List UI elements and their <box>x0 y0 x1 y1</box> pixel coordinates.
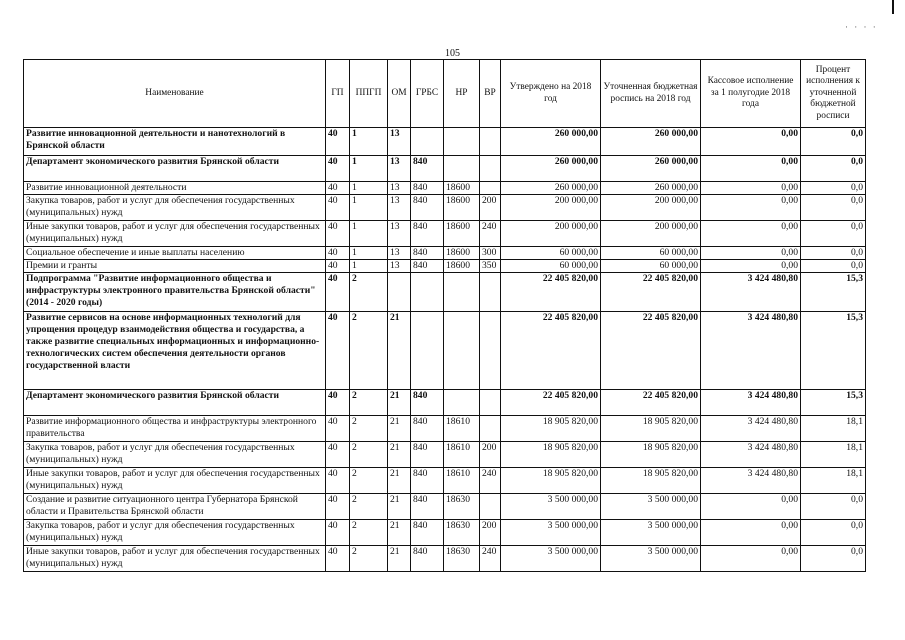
cell-percent: 0,0 <box>801 247 866 260</box>
cell-percent: 18,1 <box>801 468 866 494</box>
cell-gp: 40 <box>326 182 350 195</box>
cell-cash: 0,00 <box>701 195 801 221</box>
cell-percent: 0,0 <box>801 195 866 221</box>
table-row <box>24 195 866 221</box>
cell-np: 18630 <box>444 494 480 520</box>
cell-refined: 18 905 820,00 <box>601 442 701 468</box>
table-row <box>24 468 866 494</box>
cell-grbs: 840 <box>411 221 444 247</box>
scan-edge-mark <box>892 0 894 14</box>
table-row <box>24 273 866 312</box>
cell-ppgp: 2 <box>350 390 388 416</box>
cell-gp: 40 <box>326 260 350 273</box>
cell-refined: 3 500 000,00 <box>601 546 701 572</box>
cell-percent: 0,0 <box>801 494 866 520</box>
header-grbs: ГРБС <box>411 60 444 128</box>
cell-ppgp: 2 <box>350 273 388 312</box>
cell-ppgp: 1 <box>350 247 388 260</box>
cell-vr: 240 <box>480 468 501 494</box>
cell-grbs <box>411 312 444 390</box>
cell-np <box>444 273 480 312</box>
table-row <box>24 546 866 572</box>
cell-grbs: 840 <box>411 195 444 221</box>
cell-om <box>388 273 411 312</box>
cell-approved: 3 500 000,00 <box>501 546 601 572</box>
scan-dots: · · · · <box>845 22 878 32</box>
cell-grbs: 840 <box>411 260 444 273</box>
header-gp: ГП <box>326 60 350 128</box>
cell-cash: 3 424 480,80 <box>701 390 801 416</box>
table-row <box>24 520 866 546</box>
cell-om: 21 <box>388 390 411 416</box>
cell-ppgp: 2 <box>350 520 388 546</box>
cell-np: 18600 <box>444 260 480 273</box>
cell-ppgp: 1 <box>350 195 388 221</box>
cell-grbs: 840 <box>411 390 444 416</box>
cell-percent: 18,1 <box>801 416 866 442</box>
cell-cash: 3 424 480,80 <box>701 273 801 312</box>
cell-np: 18600 <box>444 182 480 195</box>
cell-percent: 15,3 <box>801 312 866 390</box>
cell-name: Развитие инновационной деятельности <box>24 182 326 195</box>
cell-ppgp: 2 <box>350 494 388 520</box>
cell-vr <box>480 273 501 312</box>
cell-percent: 0,0 <box>801 128 866 156</box>
cell-gp: 40 <box>326 156 350 182</box>
cell-name: Подпрограмма "Развитие информационного общества и инфраструктуры электронного правительства Брянской области" (2014 - 2020 годы) <box>24 273 326 312</box>
cell-vr <box>480 390 501 416</box>
cell-name: Закупка товаров, работ и услуг для обеспечения государственных (муниципальных) нужд <box>24 195 326 221</box>
cell-ppgp: 2 <box>350 416 388 442</box>
header-refined: Уточненная бюджетная роспись на 2018 год <box>601 60 701 128</box>
header-om: ОМ <box>388 60 411 128</box>
cell-refined: 3 500 000,00 <box>601 520 701 546</box>
cell-name: Закупка товаров, работ и услуг для обеспечения государственных (муниципальных) нужд <box>24 520 326 546</box>
cell-om: 13 <box>388 156 411 182</box>
cell-vr: 200 <box>480 195 501 221</box>
cell-approved: 18 905 820,00 <box>501 416 601 442</box>
cell-gp: 40 <box>326 520 350 546</box>
table-row <box>24 221 866 247</box>
cell-np: 18630 <box>444 520 480 546</box>
cell-approved: 3 500 000,00 <box>501 494 601 520</box>
cell-approved: 260 000,00 <box>501 128 601 156</box>
cell-name: Социальное обеспечение и иные выплаты населению <box>24 247 326 260</box>
cell-gp: 40 <box>326 546 350 572</box>
cell-grbs: 840 <box>411 416 444 442</box>
cell-ppgp: 2 <box>350 312 388 390</box>
cell-refined: 60 000,00 <box>601 260 701 273</box>
cell-refined: 200 000,00 <box>601 221 701 247</box>
cell-cash: 3 424 480,80 <box>701 312 801 390</box>
cell-approved: 18 905 820,00 <box>501 442 601 468</box>
cell-om: 21 <box>388 494 411 520</box>
cell-approved: 200 000,00 <box>501 195 601 221</box>
cell-name: Иные закупки товаров, работ и услуг для обеспечения государственных (муниципальных) нужд <box>24 221 326 247</box>
cell-np <box>444 312 480 390</box>
cell-cash: 0,00 <box>701 182 801 195</box>
cell-name: Департамент экономического развития Брянской области <box>24 390 326 416</box>
cell-grbs: 840 <box>411 182 444 195</box>
table-row <box>24 494 866 520</box>
cell-grbs: 840 <box>411 468 444 494</box>
header-approved: Утверждено на 2018 год <box>501 60 601 128</box>
cell-vr: 300 <box>480 247 501 260</box>
cell-om: 13 <box>388 247 411 260</box>
cell-np: 18600 <box>444 195 480 221</box>
cell-refined: 18 905 820,00 <box>601 416 701 442</box>
cell-grbs: 840 <box>411 247 444 260</box>
budget-table <box>23 59 866 572</box>
cell-approved: 22 405 820,00 <box>501 390 601 416</box>
cell-percent: 15,3 <box>801 390 866 416</box>
cell-np: 18610 <box>444 442 480 468</box>
cell-approved: 22 405 820,00 <box>501 273 601 312</box>
cell-gp: 40 <box>326 494 350 520</box>
header-vr: ВР <box>480 60 501 128</box>
cell-name: Закупка товаров, работ и услуг для обеспечения государственных (муниципальных) нужд <box>24 442 326 468</box>
cell-refined: 3 500 000,00 <box>601 494 701 520</box>
cell-vr <box>480 182 501 195</box>
cell-cash: 0,00 <box>701 156 801 182</box>
table-row <box>24 390 866 416</box>
cell-vr: 200 <box>480 520 501 546</box>
cell-om: 21 <box>388 546 411 572</box>
cell-om: 21 <box>388 312 411 390</box>
cell-refined: 260 000,00 <box>601 156 701 182</box>
cell-ppgp: 1 <box>350 128 388 156</box>
cell-percent: 0,0 <box>801 221 866 247</box>
cell-name: Иные закупки товаров, работ и услуг для обеспечения государственных (муниципальных) нужд <box>24 546 326 572</box>
cell-cash: 3 424 480,80 <box>701 442 801 468</box>
cell-refined: 260 000,00 <box>601 128 701 156</box>
cell-name: Развитие информационного общества и инфраструктуры электронного правительства <box>24 416 326 442</box>
table-header-row <box>24 60 866 128</box>
cell-ppgp: 2 <box>350 468 388 494</box>
table-row <box>24 260 866 273</box>
cell-vr <box>480 312 501 390</box>
cell-vr: 200 <box>480 442 501 468</box>
cell-name: Развитие сервисов на основе информационных технологий для упрощения процедур взаимодействия общества и государства, а также развитие специальных информационных и информационно-технологических систем обеспечения деятельности органов государственной власти <box>24 312 326 390</box>
cell-om: 21 <box>388 442 411 468</box>
cell-percent: 18,1 <box>801 442 866 468</box>
cell-grbs <box>411 273 444 312</box>
cell-gp: 40 <box>326 390 350 416</box>
cell-om: 21 <box>388 468 411 494</box>
cell-refined: 18 905 820,00 <box>601 468 701 494</box>
cell-np: 18630 <box>444 546 480 572</box>
cell-om: 13 <box>388 128 411 156</box>
cell-gp: 40 <box>326 221 350 247</box>
header-cash: Кассовое исполнение за 1 полугодие 2018 года <box>701 60 801 128</box>
cell-ppgp: 1 <box>350 182 388 195</box>
cell-approved: 22 405 820,00 <box>501 312 601 390</box>
cell-ppgp: 2 <box>350 546 388 572</box>
cell-grbs: 840 <box>411 520 444 546</box>
cell-cash: 0,00 <box>701 128 801 156</box>
cell-vr <box>480 128 501 156</box>
cell-cash: 0,00 <box>701 494 801 520</box>
cell-gp: 40 <box>326 416 350 442</box>
cell-approved: 18 905 820,00 <box>501 468 601 494</box>
cell-vr: 240 <box>480 221 501 247</box>
header-np: НР <box>444 60 480 128</box>
page-number: 105 <box>445 48 460 59</box>
cell-ppgp: 2 <box>350 442 388 468</box>
cell-percent: 0,0 <box>801 546 866 572</box>
cell-cash: 0,00 <box>701 247 801 260</box>
cell-name: Иные закупки товаров, работ и услуг для обеспечения государственных (муниципальных) нужд <box>24 468 326 494</box>
table-row <box>24 128 866 156</box>
cell-cash: 0,00 <box>701 520 801 546</box>
table-row <box>24 156 866 182</box>
cell-percent: 15,3 <box>801 273 866 312</box>
cell-name: Департамент экономического развития Брянской области <box>24 156 326 182</box>
cell-om: 13 <box>388 260 411 273</box>
header-percent: Процент исполнения к уточненной бюджетной росписи <box>801 60 866 128</box>
cell-gp: 40 <box>326 468 350 494</box>
cell-cash: 0,00 <box>701 221 801 247</box>
cell-grbs: 840 <box>411 156 444 182</box>
cell-refined: 60 000,00 <box>601 247 701 260</box>
cell-np <box>444 390 480 416</box>
cell-name: Создание и развитие ситуационного центра Губернатора Брянской области и Правительства Брянской области <box>24 494 326 520</box>
cell-grbs: 840 <box>411 442 444 468</box>
cell-vr <box>480 494 501 520</box>
cell-refined: 22 405 820,00 <box>601 390 701 416</box>
cell-percent: 0,0 <box>801 260 866 273</box>
cell-gp: 40 <box>326 273 350 312</box>
cell-ppgp: 1 <box>350 156 388 182</box>
cell-np <box>444 128 480 156</box>
cell-refined: 22 405 820,00 <box>601 273 701 312</box>
cell-om: 21 <box>388 520 411 546</box>
cell-approved: 260 000,00 <box>501 182 601 195</box>
cell-om: 13 <box>388 195 411 221</box>
cell-grbs <box>411 128 444 156</box>
header-ppgp: ППГП <box>350 60 388 128</box>
table-row <box>24 182 866 195</box>
cell-gp: 40 <box>326 195 350 221</box>
cell-np <box>444 156 480 182</box>
cell-cash: 0,00 <box>701 546 801 572</box>
cell-vr <box>480 156 501 182</box>
cell-np: 18600 <box>444 221 480 247</box>
table-row <box>24 442 866 468</box>
cell-ppgp: 1 <box>350 260 388 273</box>
cell-vr: 240 <box>480 546 501 572</box>
cell-approved: 60 000,00 <box>501 260 601 273</box>
cell-om: 13 <box>388 182 411 195</box>
cell-cash: 0,00 <box>701 260 801 273</box>
cell-np: 18610 <box>444 468 480 494</box>
table-row <box>24 247 866 260</box>
cell-np: 18610 <box>444 416 480 442</box>
cell-vr: 350 <box>480 260 501 273</box>
cell-grbs: 840 <box>411 546 444 572</box>
cell-grbs: 840 <box>411 494 444 520</box>
cell-refined: 22 405 820,00 <box>601 312 701 390</box>
cell-gp: 40 <box>326 247 350 260</box>
cell-ppgp: 1 <box>350 221 388 247</box>
cell-percent: 0,0 <box>801 520 866 546</box>
table-row <box>24 312 866 390</box>
cell-om: 21 <box>388 416 411 442</box>
cell-name: Премии и гранты <box>24 260 326 273</box>
cell-gp: 40 <box>326 128 350 156</box>
cell-approved: 200 000,00 <box>501 221 601 247</box>
cell-percent: 0,0 <box>801 182 866 195</box>
cell-percent: 0,0 <box>801 156 866 182</box>
cell-approved: 3 500 000,00 <box>501 520 601 546</box>
header-name: Наименование <box>24 60 326 128</box>
cell-name: Развитие инновационной деятельности и нанотехнологий в Брянской области <box>24 128 326 156</box>
cell-cash: 3 424 480,80 <box>701 416 801 442</box>
cell-refined: 200 000,00 <box>601 195 701 221</box>
cell-gp: 40 <box>326 442 350 468</box>
cell-np: 18600 <box>444 247 480 260</box>
cell-approved: 260 000,00 <box>501 156 601 182</box>
cell-approved: 60 000,00 <box>501 247 601 260</box>
cell-vr <box>480 416 501 442</box>
table-row <box>24 416 866 442</box>
cell-gp: 40 <box>326 312 350 390</box>
cell-refined: 260 000,00 <box>601 182 701 195</box>
cell-om: 13 <box>388 221 411 247</box>
cell-cash: 3 424 480,80 <box>701 468 801 494</box>
